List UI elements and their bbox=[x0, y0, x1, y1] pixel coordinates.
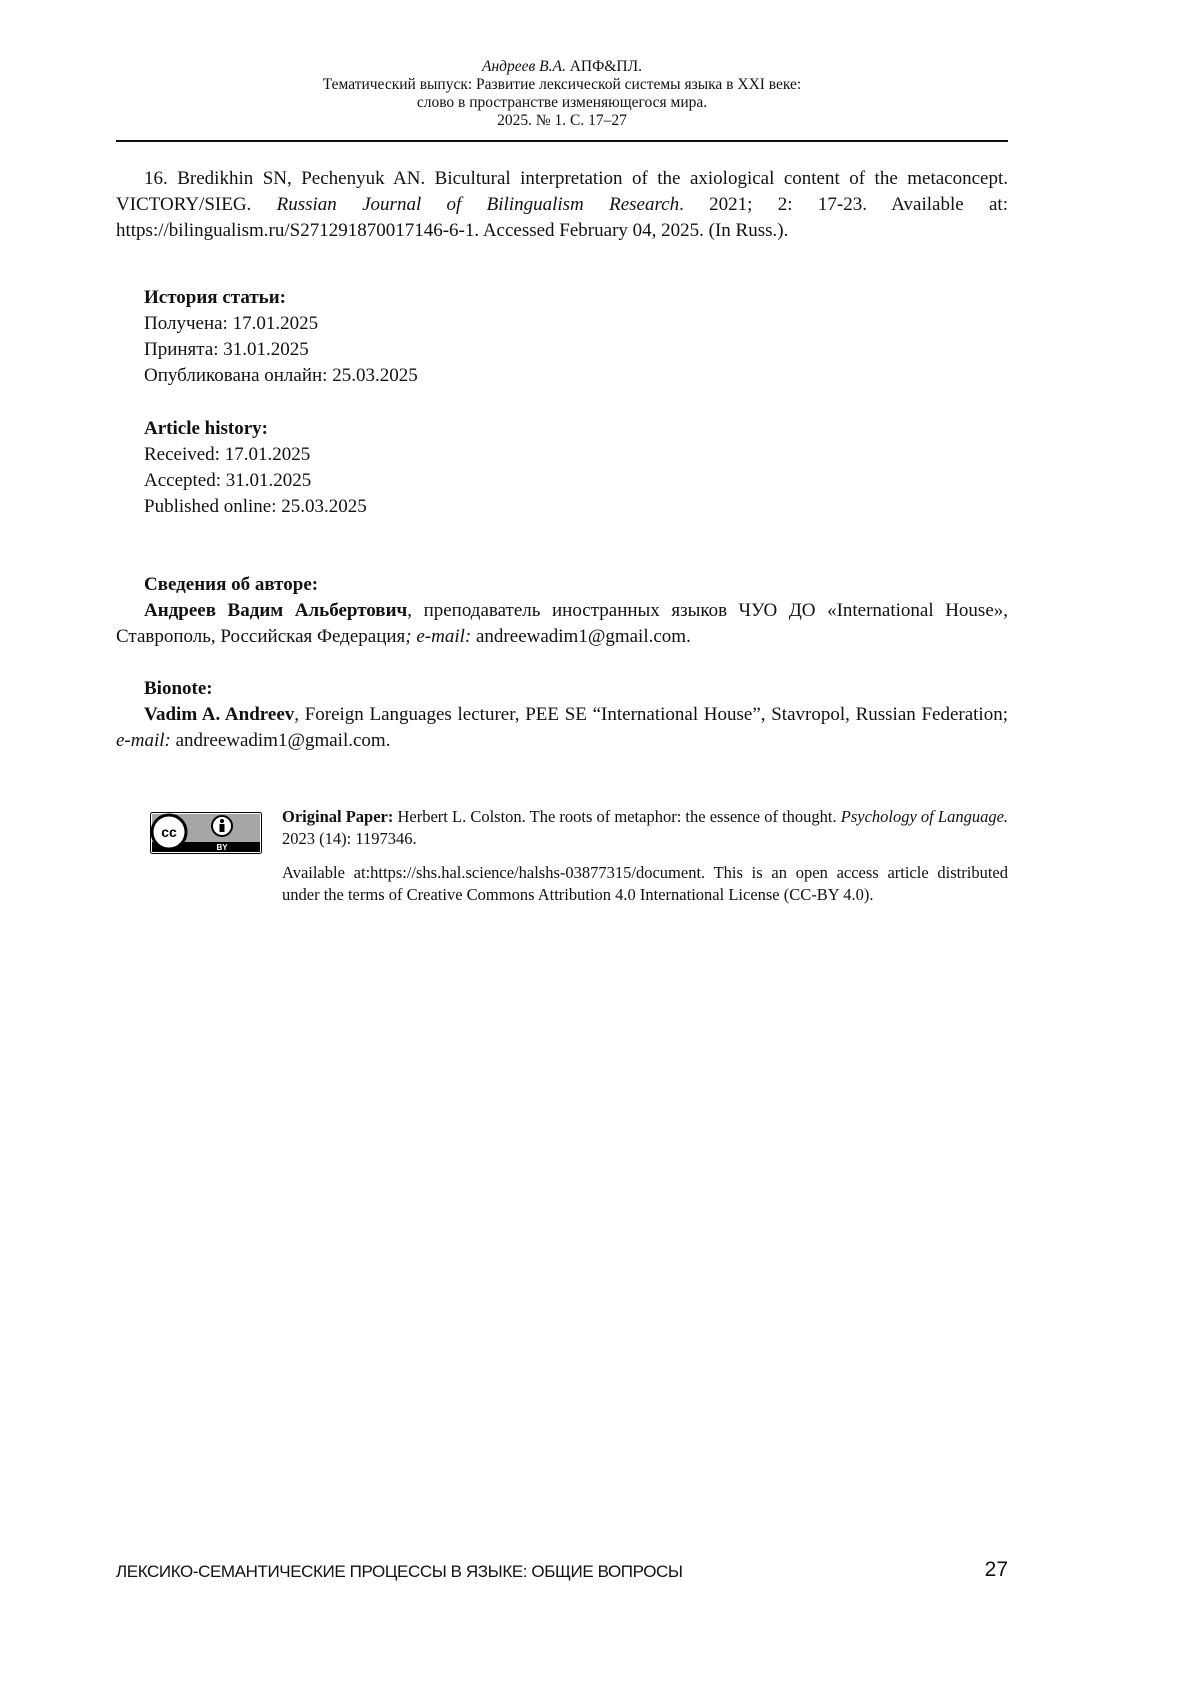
original-paper-details: 2023 (14): 1197346. bbox=[282, 829, 417, 848]
history-en-published: Published online: 25.03.2025 bbox=[144, 496, 367, 517]
history-ru-heading: История статьи: bbox=[144, 287, 286, 308]
reference-16 bbox=[116, 166, 1008, 244]
header-issue-theme: Тематический выпуск: Развитие лексической системы языка в XXI веке: bbox=[322, 76, 802, 93]
author-en-heading: Bionote: bbox=[144, 678, 213, 699]
author-ru-description: , преподаватель иностранных языков ЧУО ДО «International House», Ставрополь, Российская Федерация bbox=[116, 600, 1008, 647]
history-en-heading: Article history: bbox=[144, 418, 268, 439]
history-en-received: Received: 17.01.2025 bbox=[144, 444, 311, 465]
history-ru-published: Опубликована онлайн: 25.03.2025 bbox=[144, 365, 418, 386]
author-ru-body bbox=[116, 598, 1008, 650]
author-en-body bbox=[116, 702, 1008, 754]
header-line-1 bbox=[116, 58, 1008, 76]
running-header bbox=[116, 58, 1008, 130]
license-notice bbox=[282, 806, 1008, 906]
cc-by-license-icon bbox=[150, 812, 262, 854]
svg-text:cc: cc bbox=[161, 824, 177, 840]
author-ru-email: andreewadim1@gmail.com. bbox=[471, 626, 691, 647]
reference-text: 16. Bredikhin SN, Pechenyuk AN. Bicultural interpretation of the axiological content of the metaconcept. VICTORY/SIEG. bbox=[116, 168, 1008, 215]
author-en-description: , Foreign Languages lecturer, PEE SE “International House”, Stavropol, Russian Federation; bbox=[294, 704, 1008, 725]
author-info-ru bbox=[116, 572, 1008, 650]
original-paper-journal: Psychology of Language. bbox=[840, 807, 1009, 826]
original-paper-title: Herbert L. Colston. The roots of metaphor: the essence of thought. bbox=[393, 807, 841, 826]
header-author: Андреев В.А. bbox=[482, 58, 566, 75]
header-issue-subtitle: слово в пространстве изменяющегося мира. bbox=[416, 94, 708, 111]
original-paper bbox=[282, 806, 1008, 850]
author-en-email-label: e-mail: bbox=[116, 730, 171, 751]
author-ru-name: Андреев Вадим Альбертович bbox=[144, 600, 408, 621]
reference-details: . 2021; 2: 17-23. Available at: https://bilingualism.ru/S271291870017146-6-1. Accessed February 04, 2025. (In Russ.). bbox=[116, 194, 1008, 241]
license-logo-text: BY bbox=[216, 843, 228, 852]
author-en-name: Vadim A. Andreev bbox=[144, 704, 295, 725]
header-citation: 2025. № 1. С. 17–27 bbox=[497, 112, 627, 129]
author-info-en bbox=[116, 676, 1008, 754]
history-ru-accepted: Принята: 31.01.2025 bbox=[144, 339, 309, 360]
footer-section-title: ЛЕКСИКО-СЕМАНТИЧЕСКИЕ ПРОЦЕССЫ В ЯЗЫКЕ: ОБЩИЕ ВОПРОСЫ bbox=[116, 1562, 683, 1581]
author-en-email: andreewadim1@gmail.com. bbox=[170, 730, 391, 751]
page-number: 27 bbox=[984, 1558, 1008, 1581]
history-en-accepted: Accepted: 31.01.2025 bbox=[144, 470, 312, 491]
header-rule bbox=[116, 140, 1008, 142]
history-ru-received: Получена: 17.01.2025 bbox=[144, 313, 319, 334]
original-paper-label: Original Paper: bbox=[282, 807, 394, 826]
license-availability: Available at:https://shs.hal.science/halshs-03877315/document. This is an open access article distributed under the terms of Creative Commons Attribution 4.0 International License (CC-BY 4.0). bbox=[282, 863, 1008, 904]
article-history-ru bbox=[144, 285, 418, 389]
reference-journal: Russian Journal of Bilingualism Research bbox=[276, 194, 680, 215]
header-journal: АПФ&ПЛ. bbox=[569, 58, 642, 75]
author-ru-email-label: ; e-mail: bbox=[405, 626, 472, 647]
article-history-en bbox=[144, 416, 367, 520]
author-ru-heading: Сведения об авторе: bbox=[144, 574, 319, 595]
